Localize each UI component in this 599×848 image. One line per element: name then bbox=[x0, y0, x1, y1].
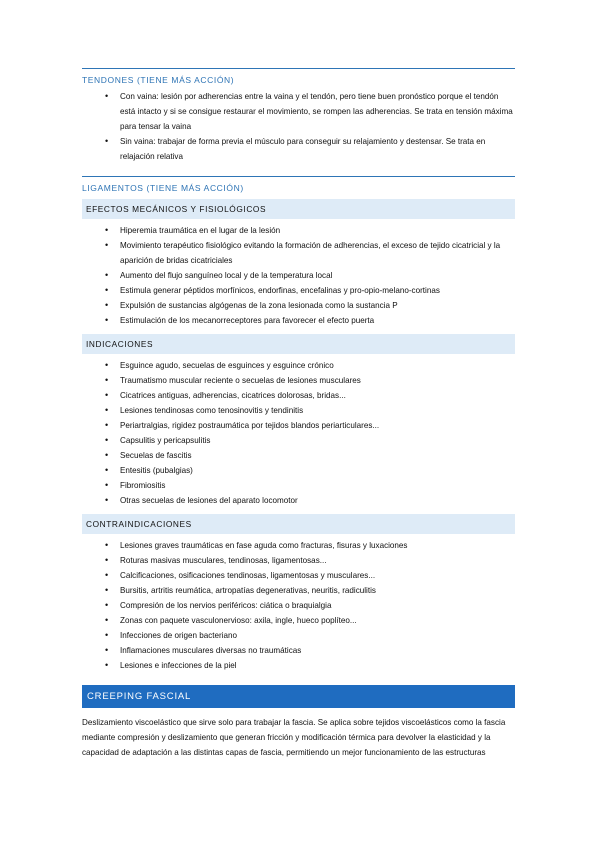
list-item: • Hiperemia traumática en el lugar de la lesión bbox=[120, 223, 515, 238]
list-item: • Con vaina: lesión por adherencias entre la vaina y el tendón, pero tiene buen pronóstico porque el tendón está intacto y si se consigue restaurar el movimiento, se rompen las adherencias. Se trata en tensión máxima para tensar la vaina bbox=[120, 89, 515, 134]
list-item: • Expulsión de sustancias algógenas de la zona lesionada como la sustancia P bbox=[120, 298, 515, 313]
list-item: • Capsulitis y pericapsulitis bbox=[120, 433, 515, 448]
contraindicaciones-list bbox=[82, 538, 515, 673]
section-heading-tendones: TENDONES (TIENE MÁS ACCIÓN) bbox=[82, 68, 515, 85]
list-item: • Esguince agudo, secuelas de esguinces y esguince crónico bbox=[120, 358, 515, 373]
list-item: • Sin vaina: trabajar de forma previa el músculo para conseguir su relajamiento y destensar. Se trata en relajación relativa bbox=[120, 134, 515, 164]
list-item: • Otras secuelas de lesiones del aparato locomotor bbox=[120, 493, 515, 508]
list-item: • Lesiones graves traumáticas en fase aguda como fracturas, fisuras y luxaciones bbox=[120, 538, 515, 553]
list-item: • Lesiones e infecciones de la piel bbox=[120, 658, 515, 673]
list-item: • Compresión de los nervios periféricos: ciática o braquialgia bbox=[120, 598, 515, 613]
document-page bbox=[82, 0, 515, 760]
list-item: • Fibromiositis bbox=[120, 478, 515, 493]
indicaciones-list bbox=[82, 358, 515, 508]
list-item: • Zonas con paquete vasculonervioso: axila, ingle, hueco poplíteo... bbox=[120, 613, 515, 628]
list-item: • Secuelas de fascitis bbox=[120, 448, 515, 463]
list-item: • Estimula generar péptidos morfínicos, endorfinas, encefalinas y pro-opio-melano-cortinas bbox=[120, 283, 515, 298]
list-item: • Movimiento terapéutico fisiológico evitando la formación de adherencias, el exceso de tejido cicatricial y la aparición de bridas cicatriciales bbox=[120, 238, 515, 268]
list-item: • Lesiones tendinosas como tenosinovitis y tendinitis bbox=[120, 403, 515, 418]
section-heading-ligamentos: LIGAMENTOS (TIENE MÁS ACCIÓN) bbox=[82, 176, 515, 193]
efectos-list bbox=[82, 223, 515, 328]
subheading-efectos: EFECTOS MECÁNICOS Y FISIOLÓGICOS bbox=[82, 199, 515, 219]
subheading-contraindicaciones: CONTRAINDICACIONES bbox=[82, 514, 515, 534]
list-item: • Bursitis, artritis reumática, artropatías degenerativas, neuritis, radiculitis bbox=[120, 583, 515, 598]
list-item: • Periartralgias, rigidez postraumática por tejidos blandos periarticulares... bbox=[120, 418, 515, 433]
list-item: • Cicatrices antiguas, adherencias, cicatrices dolorosas, bridas... bbox=[120, 388, 515, 403]
list-item: • Calcificaciones, osificaciones tendinosas, ligamentosas y musculares... bbox=[120, 568, 515, 583]
list-item: • Entesitis (pubalgias) bbox=[120, 463, 515, 478]
list-item: • Aumento del flujo sanguíneo local y de la temperatura local bbox=[120, 268, 515, 283]
tendones-list bbox=[82, 89, 515, 164]
list-item: • Infecciones de origen bacteriano bbox=[120, 628, 515, 643]
creeping-paragraph: Deslizamiento viscoelástico que sirve solo para trabajar la fascia. Se aplica sobre tejidos viscoelásticos como la fascia mediante compresión y deslizamiento que generan fricción y modificación térmica para devolver la elasticidad y la capacidad de adaptación a las distintas capas de fascia, permitiendo un mejor funcionamiento de las estructuras bbox=[82, 718, 506, 757]
section-heading-creeping-fascial: CREEPING FASCIAL bbox=[82, 685, 515, 708]
subheading-indicaciones: INDICACIONES bbox=[82, 334, 515, 354]
list-item: • Inflamaciones musculares diversas no traumáticas bbox=[120, 643, 515, 658]
list-item: • Estimulación de los mecanorreceptores para favorecer el efecto puerta bbox=[120, 313, 515, 328]
list-item: • Roturas masivas musculares, tendinosas, ligamentosas... bbox=[120, 553, 515, 568]
list-item: • Traumatismo muscular reciente o secuelas de lesiones musculares bbox=[120, 373, 515, 388]
